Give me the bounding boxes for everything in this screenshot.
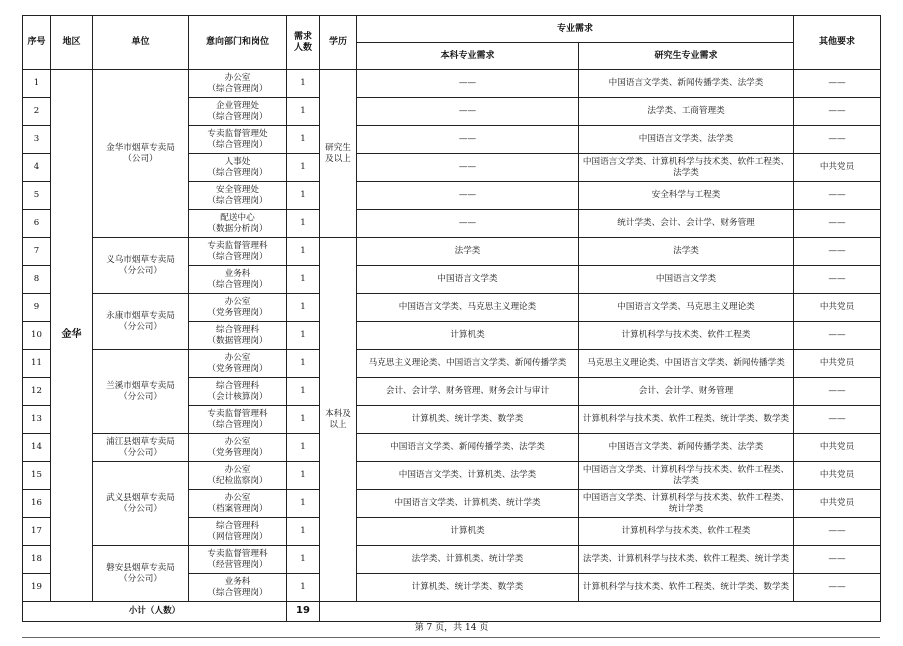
- cell-other: ——: [794, 322, 881, 350]
- cell-undergrad-major: ——: [357, 126, 579, 154]
- cell-count: 1: [287, 518, 320, 546]
- header-region: 地区: [51, 16, 93, 70]
- cell-other: 中共党员: [794, 154, 881, 182]
- cell-other: ——: [794, 266, 881, 294]
- cell-other: 中共党员: [794, 434, 881, 462]
- cell-grad-major: 中国语言文学类、马克思主义理论类: [579, 294, 794, 322]
- header-other: 其他要求: [794, 16, 881, 70]
- cell-seq: 2: [23, 98, 51, 126]
- cell-count: 1: [287, 210, 320, 238]
- table-row: [23, 238, 881, 266]
- table-row: [23, 462, 881, 490]
- subtotal-label: 小计（人数）: [23, 602, 287, 622]
- cell-unit: 永康市烟草专卖局 （分公司）: [93, 294, 189, 350]
- header-count: 需求 人数: [287, 16, 320, 70]
- cell-other: ——: [794, 546, 881, 574]
- cell-dept: 业务科 （综合管理岗）: [189, 266, 287, 294]
- cell-grad-major: 计算机科学与技术类、软件工程类: [579, 322, 794, 350]
- cell-seq: 3: [23, 126, 51, 154]
- cell-dept: 综合管理科 （会计核算岗）: [189, 378, 287, 406]
- cell-undergrad-major: 计算机类、统计学类、数学类: [357, 406, 579, 434]
- cell-unit: 浦江县烟草专卖局 （分公司）: [93, 434, 189, 462]
- cell-count: 1: [287, 434, 320, 462]
- cell-count: 1: [287, 490, 320, 518]
- cell-count: 1: [287, 322, 320, 350]
- cell-undergrad-major: 会计、会计学、财务管理、财务会计与审计: [357, 378, 579, 406]
- cell-count: 1: [287, 182, 320, 210]
- cell-undergrad-major: ——: [357, 154, 579, 182]
- cell-other: ——: [794, 70, 881, 98]
- cell-dept: 企业管理处 （综合管理岗）: [189, 98, 287, 126]
- cell-grad-major: 计算机科学与技术类、软件工程类、统计学类、数学类: [579, 406, 794, 434]
- cell-undergrad-major: ——: [357, 182, 579, 210]
- cell-undergrad-major: 计算机类、统计学类、数学类: [357, 574, 579, 602]
- header-edu: 学历: [320, 16, 357, 70]
- cell-count: 1: [287, 154, 320, 182]
- cell-grad-major: 中国语言文学类、计算机科学与技术类、软件工程类、法学类: [579, 462, 794, 490]
- table-row: [23, 546, 881, 574]
- cell-grad-major: 计算机科学与技术类、软件工程类: [579, 518, 794, 546]
- cell-dept: 专卖监督管理科 （综合管理岗）: [189, 406, 287, 434]
- cell-seq: 7: [23, 238, 51, 266]
- recruitment-table: [22, 15, 881, 622]
- cell-undergrad-major: 中国语言文学类、马克思主义理论类: [357, 294, 579, 322]
- cell-edu: 本科及 以上: [320, 238, 357, 602]
- cell-other: 中共党员: [794, 490, 881, 518]
- cell-grad-major: 马克思主义理论类、中国语言文学类、新闻传播学类: [579, 350, 794, 378]
- cell-count: 1: [287, 406, 320, 434]
- cell-unit: 义乌市烟草专卖局 （分公司）: [93, 238, 189, 294]
- cell-count: 1: [287, 462, 320, 490]
- cell-seq: 12: [23, 378, 51, 406]
- cell-seq: 14: [23, 434, 51, 462]
- table-row: [23, 294, 881, 322]
- cell-other: ——: [794, 98, 881, 126]
- cell-seq: 11: [23, 350, 51, 378]
- cell-seq: 5: [23, 182, 51, 210]
- page-footer: 第 7 页，共 14 页: [414, 623, 489, 633]
- cell-undergrad-major: ——: [357, 70, 579, 98]
- header-seq: 序号: [23, 16, 51, 70]
- header-major: 专业需求: [357, 16, 794, 43]
- cell-seq: 9: [23, 294, 51, 322]
- cell-other: 中共党员: [794, 350, 881, 378]
- cell-undergrad-major: 计算机类: [357, 322, 579, 350]
- cell-grad-major: 安全科学与工程类: [579, 182, 794, 210]
- cell-undergrad-major: ——: [357, 98, 579, 126]
- cell-count: 1: [287, 574, 320, 602]
- subtotal-blank: [320, 602, 881, 622]
- cell-dept: 业务科 （综合管理岗）: [189, 574, 287, 602]
- cell-count: 1: [287, 266, 320, 294]
- cell-grad-major: 法学类、计算机科学与技术类、软件工程类、统计学类: [579, 546, 794, 574]
- cell-dept: 配送中心 （数据分析岗）: [189, 210, 287, 238]
- cell-dept: 综合管理科 （网信管理岗）: [189, 518, 287, 546]
- cell-other: ——: [794, 182, 881, 210]
- cell-seq: 10: [23, 322, 51, 350]
- table-row: [23, 70, 881, 98]
- cell-seq: 1: [23, 70, 51, 98]
- cell-unit: 武义县烟草专卖局 （分公司）: [93, 462, 189, 546]
- cell-dept: 办公室 （纪检监察岗）: [189, 462, 287, 490]
- cell-undergrad-major: ——: [357, 210, 579, 238]
- cell-dept: 专卖监督管理科 （经营管理岗）: [189, 546, 287, 574]
- cell-grad-major: 中国语言文学类: [579, 266, 794, 294]
- header-dept: 意向部门和岗位: [189, 16, 287, 70]
- cell-count: 1: [287, 350, 320, 378]
- cell-count: 1: [287, 546, 320, 574]
- cell-dept: 办公室 （党务管理岗）: [189, 350, 287, 378]
- cell-other: ——: [794, 238, 881, 266]
- cell-seq: 6: [23, 210, 51, 238]
- cell-undergrad-major: 计算机类: [357, 518, 579, 546]
- cell-grad-major: 中国语言文学类、计算机科学与技术类、软件工程类、统计学类: [579, 490, 794, 518]
- subtotal-row: [23, 602, 881, 622]
- cell-dept: 专卖监督管理处 （综合管理岗）: [189, 126, 287, 154]
- header-unit: 单位: [93, 16, 189, 70]
- cell-grad-major: 法学类、工商管理类: [579, 98, 794, 126]
- footer-divider: [22, 637, 880, 638]
- cell-grad-major: 中国语言文学类、计算机科学与技术类、软件工程类、法学类: [579, 154, 794, 182]
- cell-undergrad-major: 中国语言文学类、计算机类、统计学类: [357, 490, 579, 518]
- cell-dept: 办公室 （党务管理岗）: [189, 434, 287, 462]
- cell-seq: 18: [23, 546, 51, 574]
- cell-count: 1: [287, 98, 320, 126]
- cell-other: ——: [794, 518, 881, 546]
- cell-dept: 安全管理处 （综合管理岗）: [189, 182, 287, 210]
- cell-count: 1: [287, 294, 320, 322]
- cell-seq: 8: [23, 266, 51, 294]
- cell-seq: 4: [23, 154, 51, 182]
- cell-grad-major: 统计学类、会计、会计学、财务管理: [579, 210, 794, 238]
- cell-dept: 专卖监督管理科 （综合管理岗）: [189, 238, 287, 266]
- subtotal-value: 19: [287, 602, 320, 622]
- cell-count: 1: [287, 238, 320, 266]
- cell-undergrad-major: 马克思主义理论类、中国语言文学类、新闻传播学类: [357, 350, 579, 378]
- cell-dept: 办公室 （档案管理岗）: [189, 490, 287, 518]
- cell-other: ——: [794, 378, 881, 406]
- cell-unit: 磐安县烟草专卖局 （分公司）: [93, 546, 189, 602]
- cell-seq: 17: [23, 518, 51, 546]
- cell-count: 1: [287, 378, 320, 406]
- header-row-top: [23, 16, 881, 43]
- cell-other: ——: [794, 210, 881, 238]
- cell-grad-major: 中国语言文学类、新闻传播学类、法学类: [579, 434, 794, 462]
- cell-undergrad-major: 中国语言文学类、新闻传播学类、法学类: [357, 434, 579, 462]
- cell-grad-major: 中国语言文学类、法学类: [579, 126, 794, 154]
- cell-grad-major: 计算机科学与技术类、软件工程类、统计学类、数学类: [579, 574, 794, 602]
- cell-undergrad-major: 法学类、计算机类、统计学类: [357, 546, 579, 574]
- cell-other: ——: [794, 406, 881, 434]
- cell-undergrad-major: 中国语言文学类、计算机类、法学类: [357, 462, 579, 490]
- cell-grad-major: 中国语言文学类、新闻传播学类、法学类: [579, 70, 794, 98]
- cell-other: ——: [794, 574, 881, 602]
- header-grad: 研究生专业需求: [579, 43, 794, 70]
- cell-grad-major: 会计、会计学、财务管理: [579, 378, 794, 406]
- cell-seq: 16: [23, 490, 51, 518]
- cell-seq: 13: [23, 406, 51, 434]
- cell-grad-major: 法学类: [579, 238, 794, 266]
- cell-other: 中共党员: [794, 462, 881, 490]
- cell-other: ——: [794, 126, 881, 154]
- cell-dept: 办公室 （综合管理岗）: [189, 70, 287, 98]
- cell-count: 1: [287, 70, 320, 98]
- cell-undergrad-major: 中国语言文学类: [357, 266, 579, 294]
- cell-other: 中共党员: [794, 294, 881, 322]
- cell-seq: 15: [23, 462, 51, 490]
- table-row: [23, 434, 881, 462]
- cell-edu: 研究生 及以上: [320, 70, 357, 238]
- cell-seq: 19: [23, 574, 51, 602]
- cell-unit: 兰溪市烟草专卖局 （分公司）: [93, 350, 189, 434]
- cell-unit: 金华市烟草专卖局 （公司）: [93, 70, 189, 238]
- cell-dept: 人事处 （综合管理岗）: [189, 154, 287, 182]
- cell-count: 1: [287, 126, 320, 154]
- cell-dept: 办公室 （党务管理岗）: [189, 294, 287, 322]
- table-row: [23, 350, 881, 378]
- cell-undergrad-major: 法学类: [357, 238, 579, 266]
- cell-region: 金华: [51, 70, 93, 602]
- header-undergrad: 本科专业需求: [357, 43, 579, 70]
- cell-dept: 综合管理科 （数据管理岗）: [189, 322, 287, 350]
